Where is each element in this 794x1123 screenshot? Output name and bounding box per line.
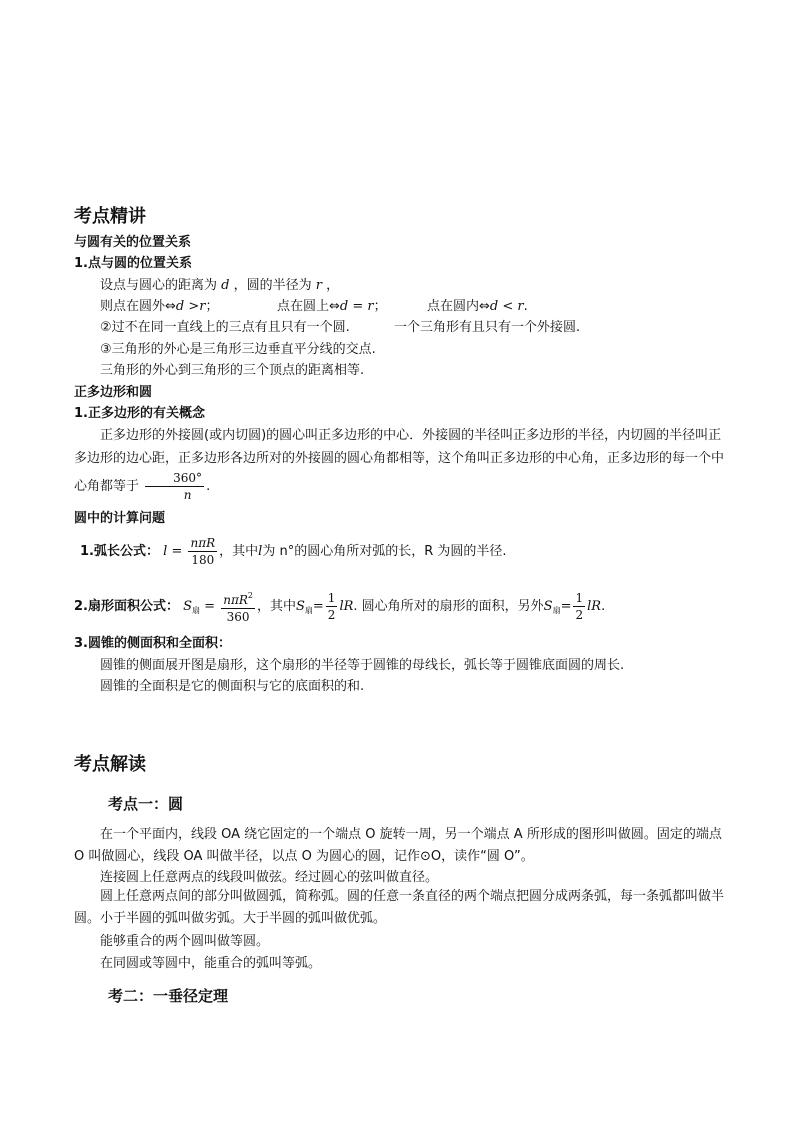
paragraph-circumcircle: 一个三角形有且只有一个外接圆. <box>394 320 581 335</box>
formula-arc-length: 1.弧长公式： l = $\frac{\text{nπR}}{180}$ ，其中l为 n°的圆心角所对弧的长，R 为圆的半径. <box>80 536 507 567</box>
section-title-key-points: 考点精讲 <box>74 206 146 227</box>
paragraph-arc: 圆上任意两点间的部分叫做圆弧，简称弧。圆的任意一条直径的两个端点把圆分成两条弧，每一条弧都叫做半圆。小于半圆的弧叫做劣弧。大于半圆的弧叫做优弧。 <box>74 889 725 926</box>
paragraph-cone-total: 圆锥的全面积是它的侧面积与它的底面积的和. <box>100 679 365 694</box>
paragraph-cone-lateral: 圆锥的侧面展开图是扇形，这个扇形的半径等于圆锥的母线长，弧长等于圆锥底面圆的周长. <box>100 658 625 673</box>
paragraph-on: 点在圆上⇔d = r； <box>277 299 387 314</box>
fraction-arc: $\frac{\text{nπR}}{180}$ <box>190 536 216 567</box>
paragraph-three-points: ②过不在同一直线上的三点有且只有一个圆. <box>100 320 350 335</box>
subheading-point-circle: 1.点与圆的位置关系 <box>74 256 192 271</box>
subheading-polygon-concepts: 1.正多边形的有关概念 <box>74 406 205 421</box>
paragraph-equal-arcs: 在同圆或等圆中，能重合的弧叫等弧。 <box>100 956 322 971</box>
subheading-circle-position: 与圆有关的位置关系 <box>74 235 192 250</box>
fraction-sector: $\frac{n\pi R^2}{360}$ <box>221 588 255 625</box>
section-title-interpretation: 考点解读 <box>74 754 146 775</box>
paragraph-outside: 则点在圆外⇔d >r； <box>100 299 219 314</box>
fraction-half-1: $\frac{1}{2}$ <box>327 591 336 622</box>
paragraph-distance: 设点与圆心的距离为 d ，圆的半径为 r ， <box>100 278 340 293</box>
heading-perpendicular-diameter: 考二：一垂径定理 <box>108 987 229 1005</box>
paragraph-equal-distance: 三角形的外心到三角形的三个顶点的距离相等. <box>100 363 365 378</box>
subheading-regular-polygon: 正多边形和圆 <box>74 385 153 400</box>
paragraph-circumcenter: ③三角形的外心是三角形三边垂直平分线的交点. <box>100 342 376 357</box>
subheading-cone: 3.圆锥的侧面积和全面积： <box>74 636 231 651</box>
fraction-central-angle: $\frac{360^\circ}{n}$ <box>145 470 204 503</box>
subheading-calculations: 圆中的计算问题 <box>74 511 166 526</box>
paragraph-polygon-definition: 正多边形的外接圆(或内切圆)的圆心叫正多边形的中心．外接圆的半径叫正多边形的半径，内切圆的半径叫正多边形的边心距，正多边形各边所对的外接圆的圆心角都相等，这个角叫正多边形的中心角，正多边形的每一个中心角都等于 $\frac{360^\circ}{n}$ . <box>74 428 725 502</box>
paragraph-circle-definition: 在一个平面内，线段 OA 绕它固定的一个端点 O 旋转一周，另一个端点 A 所形成的图形叫做圆。固定的端点 O 叫做圆心，线段 OA 叫做半径，以点 O 为圆心的圆，记作⊙O，读作“圆 O”。 <box>74 827 722 864</box>
heading-circle: 考点一：圆 <box>108 795 184 813</box>
paragraph-equal-circles: 能够重合的两个圆叫做等圆。 <box>100 934 270 949</box>
formula-sector-area: 2.扇形面积公式： $S_扇$ = $\frac{n\pi R^2}{360}$ ，其中$S_扇=$ $\frac{1}{2}$ lR. 圆心角所对的扇形的面积，另外$S_扇=$ $\frac{1}{2}$ lR. <box>74 588 605 627</box>
paragraph-inside: 点在圆内⇔d < r. <box>427 299 528 314</box>
fraction-half-2: $\frac{1}{2}$ <box>575 591 584 622</box>
paragraph-chord: 连接圆上任意两点的线段叫做弦。经过圆心的弦叫做直径。 <box>100 870 439 885</box>
